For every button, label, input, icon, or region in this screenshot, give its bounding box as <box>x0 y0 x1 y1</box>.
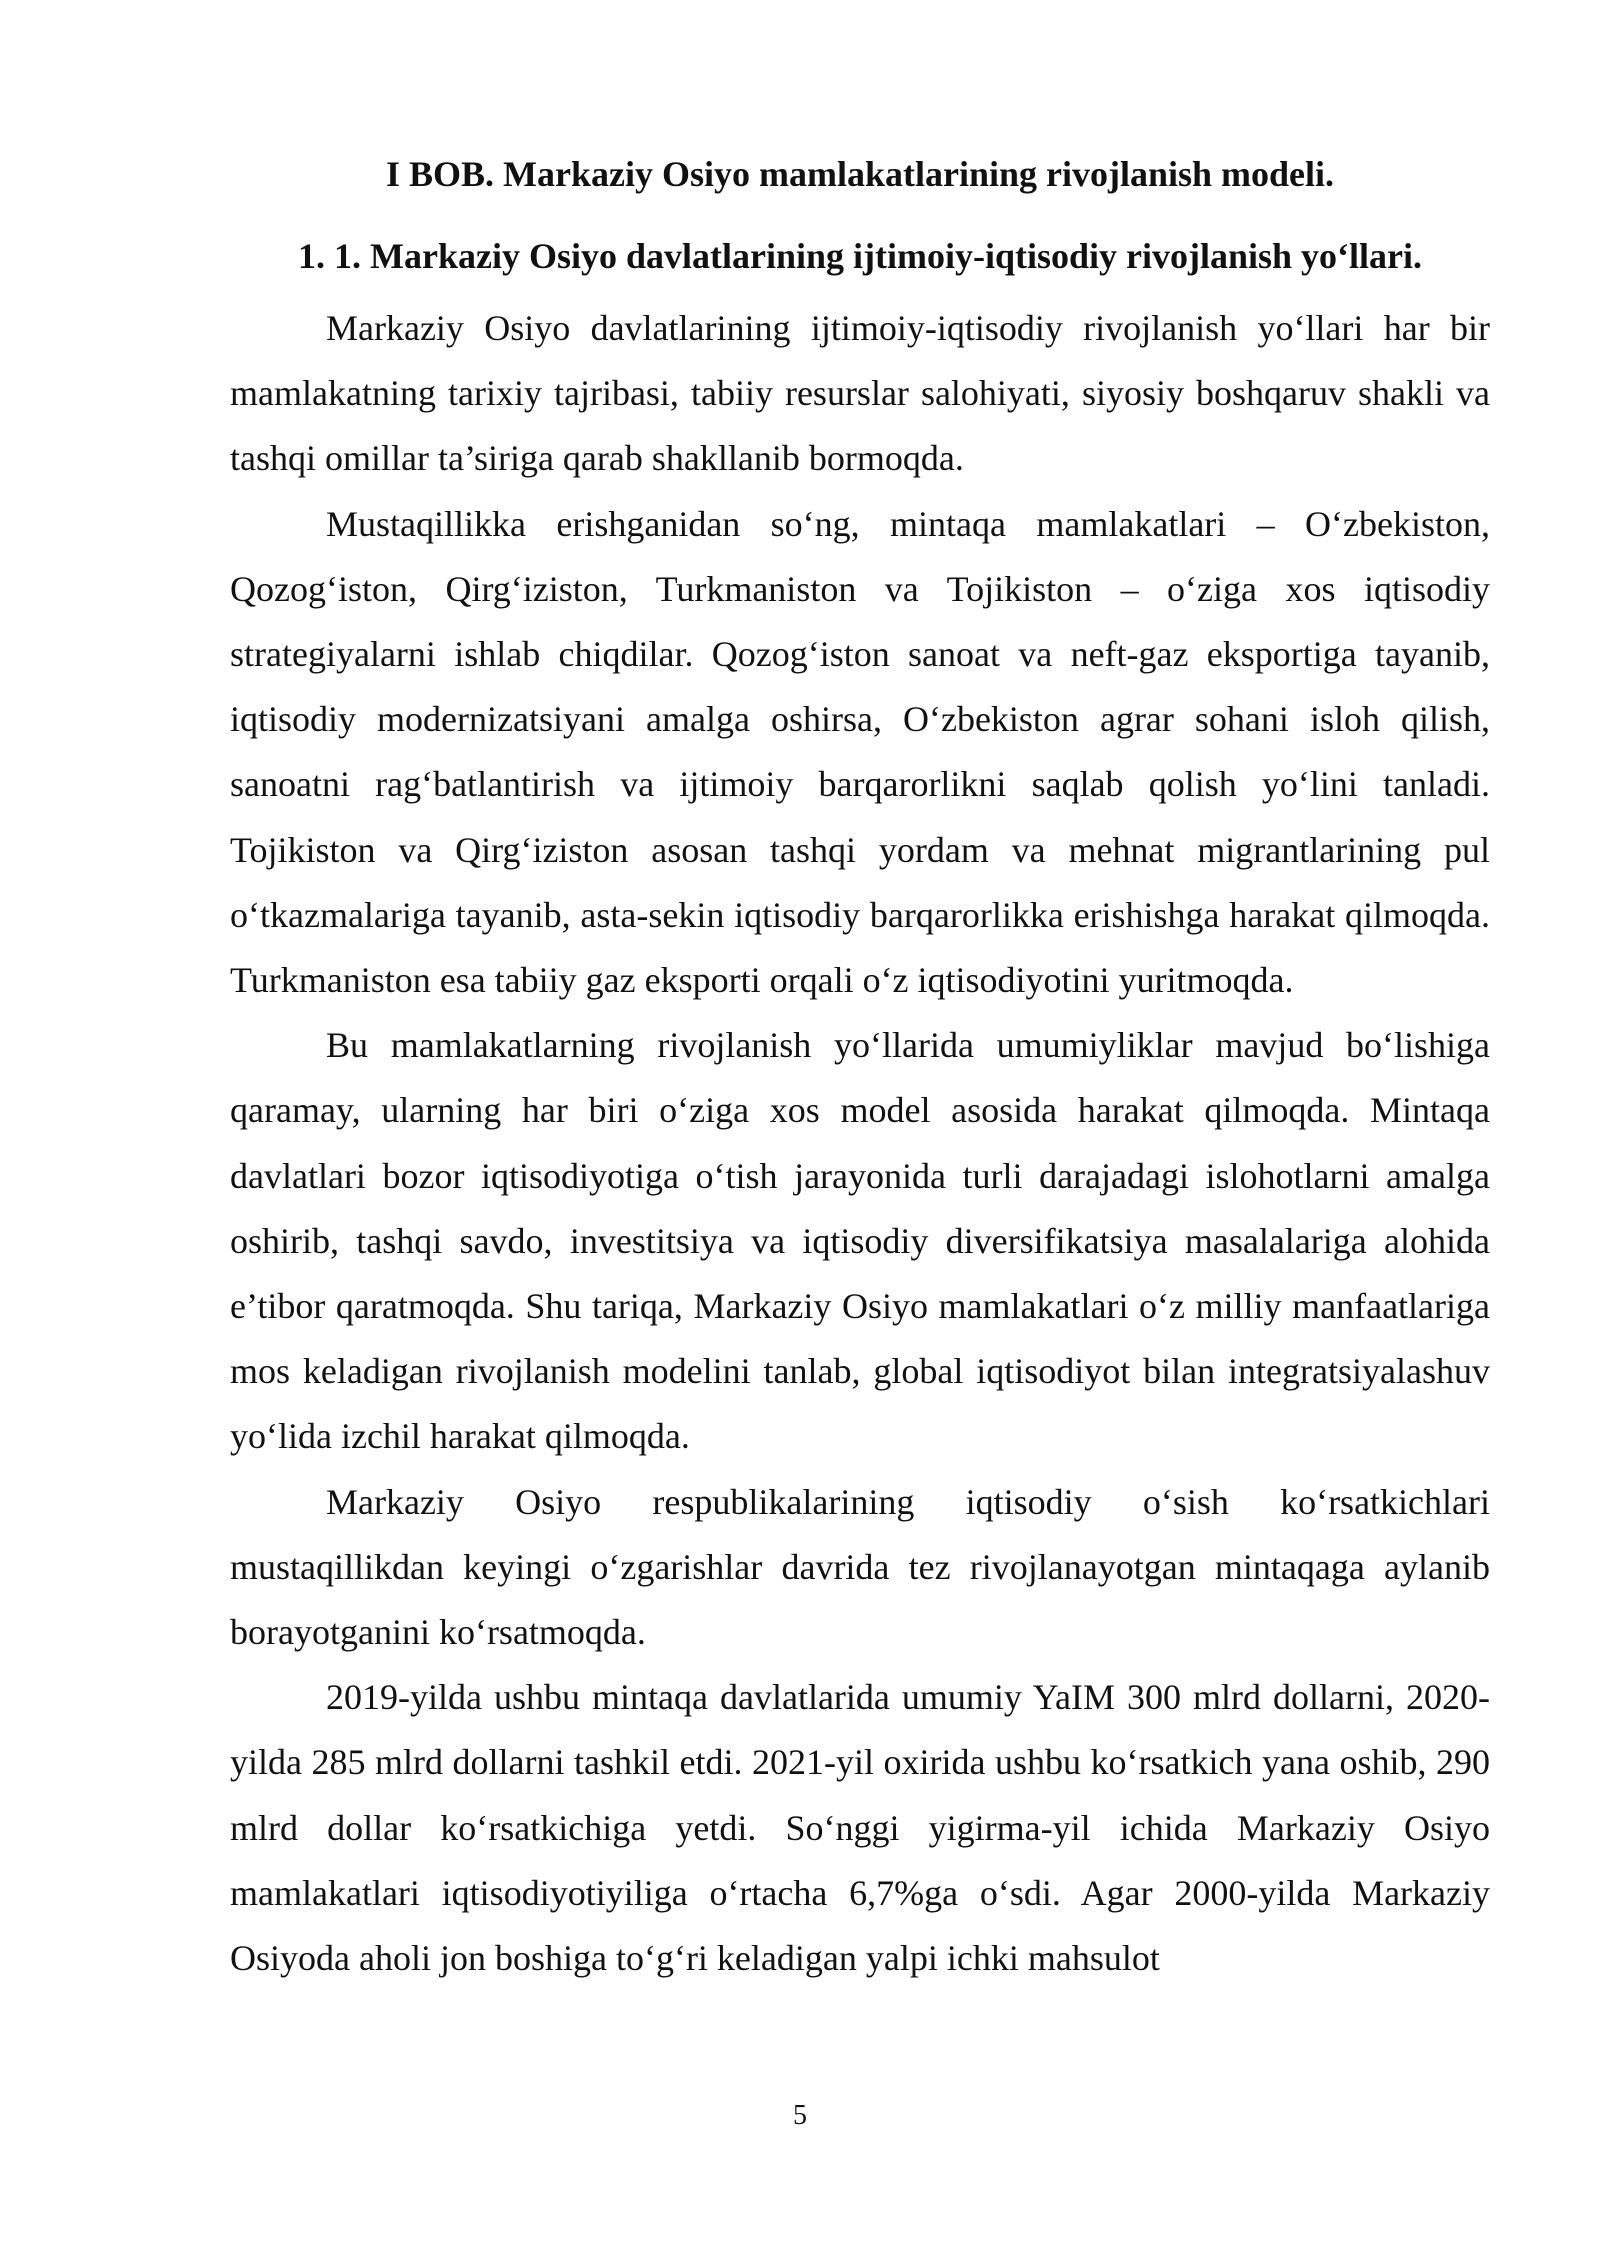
paragraph-5: 2019-yilda ushbu mintaqa davlatlarida umumiy YaIM 300 mlrd dollarni, 2020-yilda 285 mlrd dollarni tashkil etdi. 2021-yil oxirida ushbu ko‘rsatkich yana oshib, 290 mlrd dollar ko‘rsatkichiga yetdi. So‘nggi yigirma-yil ichida Markaziy Osiyo mamlakatlari iqtisodiyotiyiliga o‘rtacha 6,7%ga o‘sdi. Agar 2000-yilda Markaziy Osiyoda aholi jon boshiga to‘g‘ri keladigan yalpi ichki mahsulot <box>230 1677 1490 1979</box>
chapter-title: I BOB. Markaziy Osiyo mamlakatlarining rivojlanish modeli. <box>385 154 1335 194</box>
paragraph-4: Markaziy Osiyo respublikalarining iqtisodiy o‘sish ko‘rsatkichlari mustaqillikdan keyingi o‘zgarishlar davrida tez rivojlanayotgan mintaqaga aylanib borayotganini ko‘rsatmoqda. <box>230 1481 1490 1653</box>
document-page <box>230 148 1490 1991</box>
paragraph-3: Bu mamlakatlarning rivojlanish yo‘llarida umumiyliklar mavjud bo‘lishiga qaramay, ularning har biri o‘ziga xos model asosida harakat qilmoqda. Mintaqa davlatlari bozor iqtisodiyotiga o‘tish jarayonida turli darajadagi islohotlarni amalga oshirib, tashqi savdo, investitsiya va iqtisodiy diversifikatsiya masalalariga alohida e’tibor qaratmoqda. Shu tariqa, Markaziy Osiyo mamlakatlari o‘z milliy manfaatlariga mos keladigan rivojlanish modelini tanlab, global iqtisodiyot bilan integratsiyalashuv yo‘lida izchil harakat qilmoqda. <box>230 1025 1490 1457</box>
paragraph-1: Markaziy Osiyo davlatlarining ijtimoiy-iqtisodiy rivojlanish yo‘llari har bir mamlakatning tarixiy tajribasi, tabiiy resurslar salohiyati, siyosiy boshqaruv shakli va tashqi omillar ta’siriga qarab shakllanib bormoqda. <box>230 308 1490 479</box>
page-number: 5 <box>793 2100 807 2131</box>
section-title: 1. 1. Markaziy Osiyo davlatlarining ijtimoiy-iqtisodiy rivojlanish yo‘llari. <box>297 236 1422 276</box>
paragraph-2: Mustaqillikka erishganidan so‘ng, mintaqa mamlakatlari – O‘zbekiston, Qozog‘iston, Qirg‘iziston, Turkmaniston va Tojikiston – o‘ziga xos iqtisodiy strategiyalarni ishlab chiqdilar. Qozog‘iston sanoat va neft-gaz eksportiga tayanib, iqtisodiy modernizatsiyani amalga oshirsa, O‘zbekiston agrar sohani isloh qilish, sanoatni rag‘batlantirish va ijtimoiy barqarorlikni saqlab qolish yo‘lini tanladi. Tojikiston va Qirg‘iziston asosan tashqi yordam va mehnat migrantlarining pul o‘tkazmalariga tayanib, asta-sekin iqtisodiy barqarorlikka erishishga harakat qilmoqda. Turkmaniston esa tabiiy gaz eksporti orqali o‘z iqtisodiyotini yuritmoqda. <box>230 503 1490 1001</box>
